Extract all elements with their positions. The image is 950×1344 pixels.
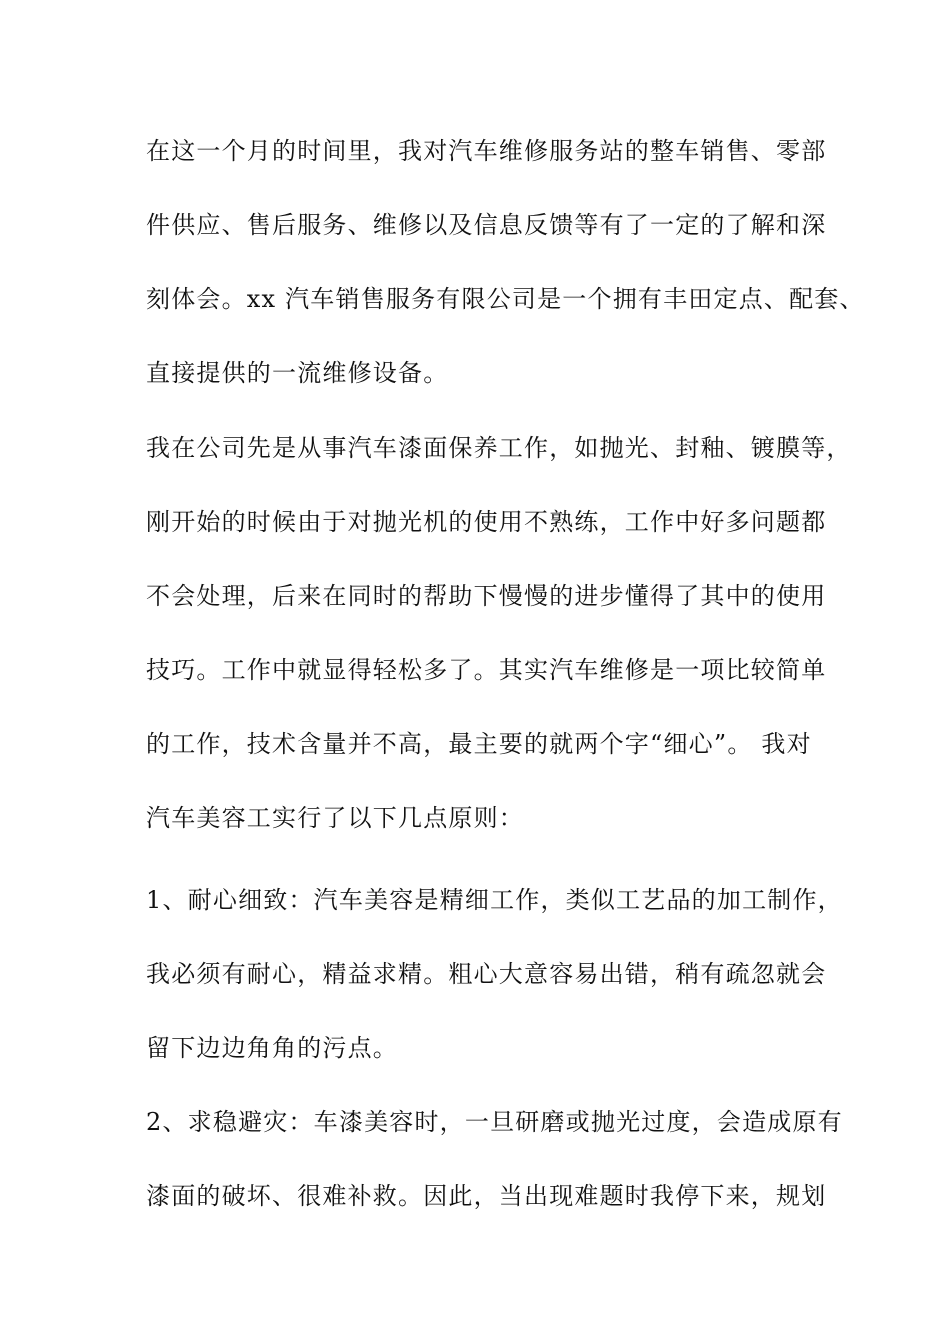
text-line: 留下边边角角的污点。 bbox=[146, 1034, 398, 1062]
text-line: 刚开始的时候由于对抛光机的使用不熟练，工作中好多问题都 bbox=[146, 508, 827, 536]
text-line: 我在公司先是从事汽车漆面保养工作，如抛光、封釉、镀膜等， bbox=[146, 434, 852, 462]
text-line: 刻体会。xx 汽车销售服务有限公司是一个拥有丰田定点、配套、 bbox=[146, 285, 865, 313]
text-line: 技巧。工作中就显得轻松多了。其实汽车维修是一项比较简单 bbox=[146, 656, 827, 684]
text-line: 漆面的破坏、很难补救。因此，当出现难题时我停下来，规划 bbox=[146, 1182, 827, 1210]
text-line: 我必须有耐心，精益求精。粗心大意容易出错，稍有疏忽就会 bbox=[146, 960, 827, 988]
text-line: 2、求稳避灾：车漆美容时，一旦研磨或抛光过度，会造成原有 bbox=[146, 1108, 843, 1136]
text-line: 1、耐心细致：汽车美容是精细工作，类似工艺品的加工制作， bbox=[146, 886, 843, 914]
text-line: 不会处理，后来在同时的帮助下慢慢的进步懂得了其中的使用 bbox=[146, 582, 827, 610]
text-line: 件供应、售后服务、维修以及信息反馈等有了一定的了解和深 bbox=[146, 211, 827, 239]
text-line: 在这一个月的时间里，我对汽车维修服务站的整车销售、零部 bbox=[146, 137, 827, 165]
text-line: 直接提供的一流维修设备。 bbox=[146, 359, 449, 387]
text-line: 汽车美容工实行了以下几点原则： bbox=[146, 804, 524, 832]
text-line: 的工作，技术含量并不高，最主要的就两个字“细心”。 我对 bbox=[146, 730, 812, 758]
